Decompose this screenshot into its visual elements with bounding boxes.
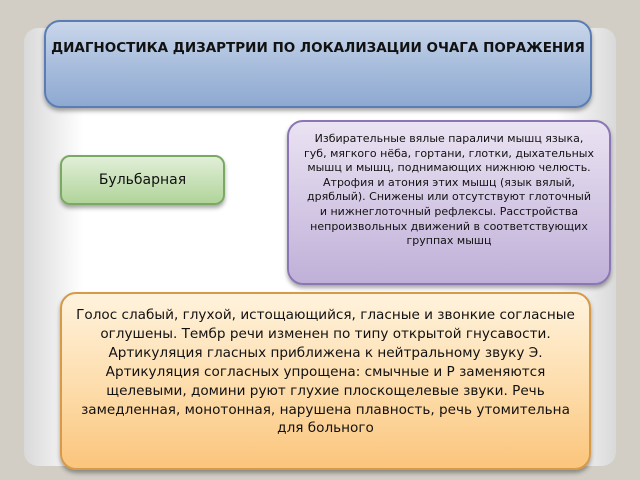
dysarthria-type-label: Бульбарная	[60, 155, 225, 205]
symptoms-description: Избирательные вялые параличи мышц языка, губ, мягкого нёба, гортани, глотки, дыхательных мышц и мышц, поднимающих нижнюю челюсть. Атрофия и атония этих мышц (язык вялый, дряблый). Снижены или отсутствуют глоточный и нижнеглоточный рефлексы. Расстройства непроизвольных движений в соответствующих группах мышц	[287, 120, 611, 285]
slide-title: ДИАГНОСТИКА ДИЗАРТРИИ ПО ЛОКАЛИЗАЦИИ ОЧАГА ПОРАЖЕНИЯ	[44, 20, 592, 108]
speech-characteristics: Голос слабый, глухой, истощающийся, гласные и звонкие согласные оглушены. Тембр речи изменен по типу открытой гнусавости. Артикуляция гласных приближена к нейтральному звуку Э. Артикуляция согласных упрощена: смычные и Р заменяются щелевыми, домини руют глухие плоскощелевые звуки. Речь замедленная, монотонная, нарушена плавность, речь утомительна для больного	[60, 292, 591, 470]
